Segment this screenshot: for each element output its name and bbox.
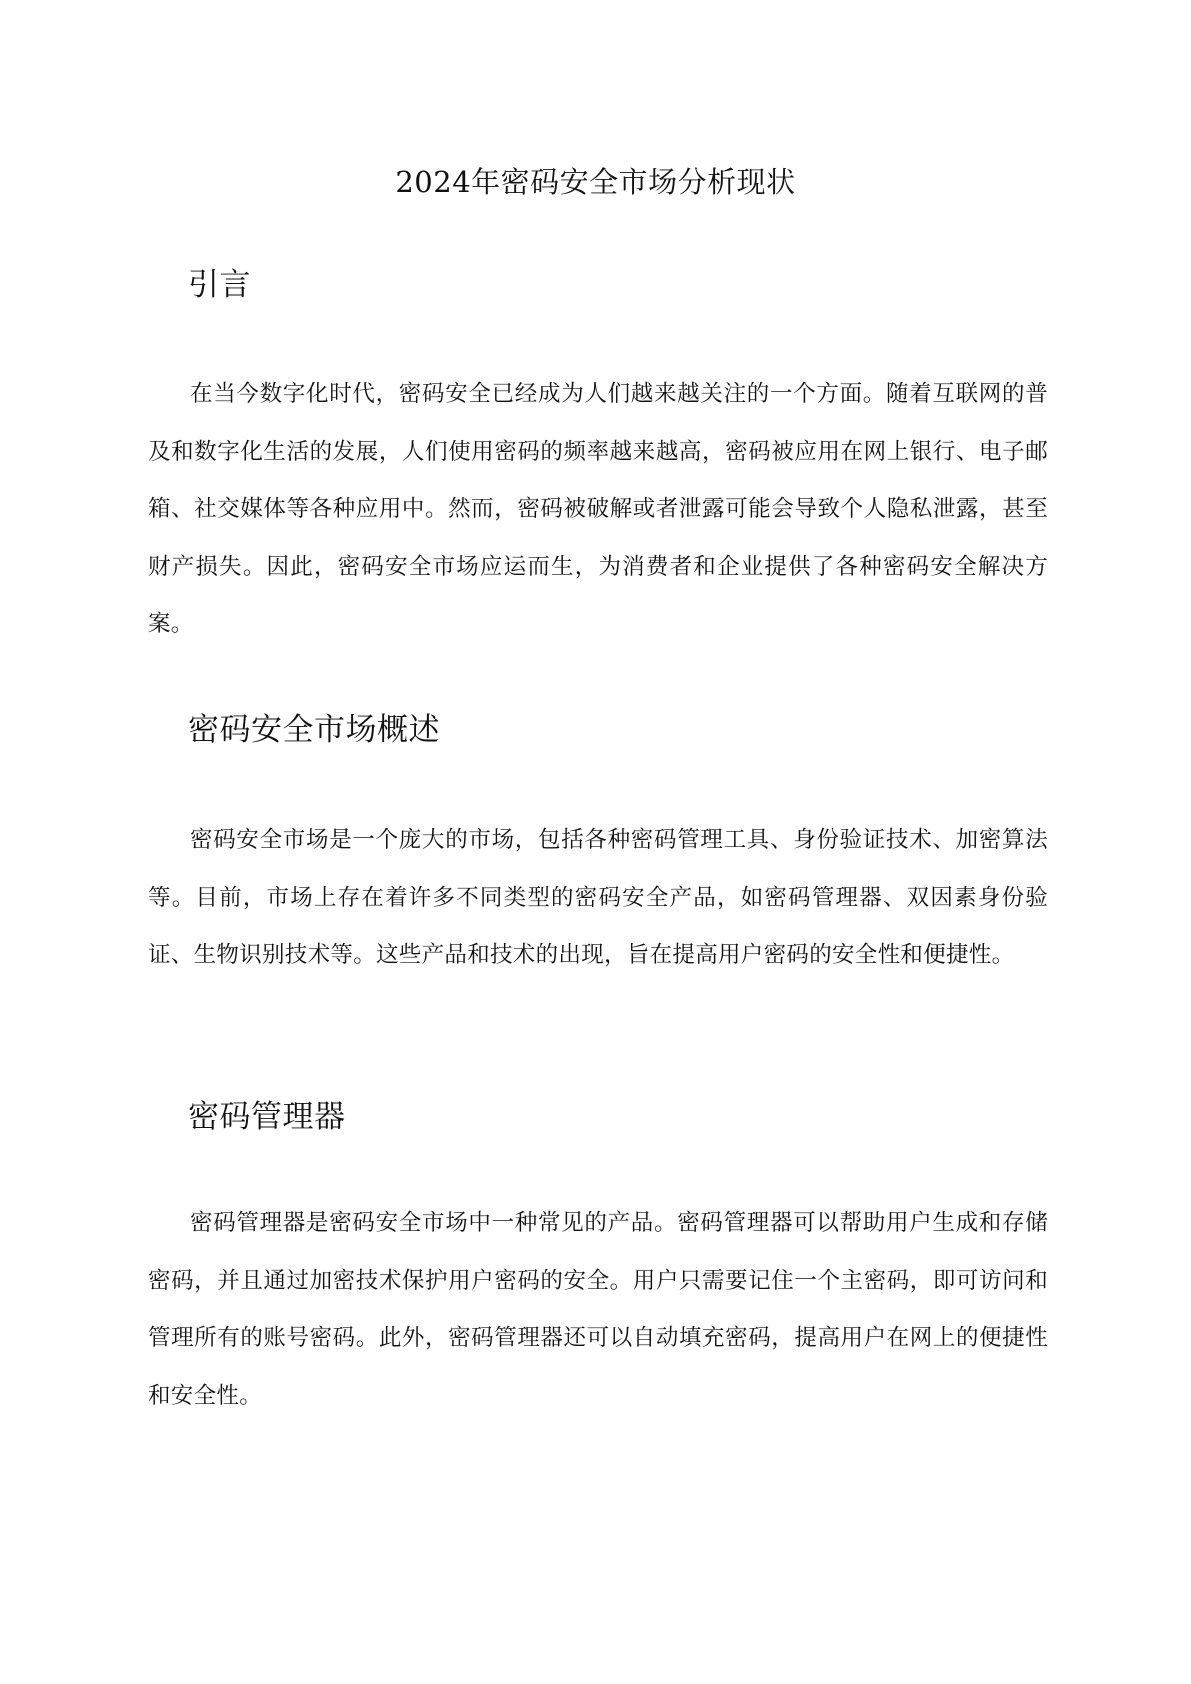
section-paragraph-password-manager: 密码管理器是密码安全市场中一种常见的产品。密码管理器可以帮助用户生成和存储密码，并且通过加密技术保护用户密码的安全。用户只需要记住一个主密码，即可访问和管理所有的账号密码。此外，密码管理器还可以自动填充密码，提高用户在网上的便捷性和安全性。 [148, 1210, 1048, 1409]
document-title: 2024年密码安全市场分析现状 [395, 165, 796, 199]
section-heading-market-overview: 密码安全市场概述 [188, 712, 440, 748]
section-paragraph-market-overview: 密码安全市场是一个庞大的市场，包括各种密码管理工具、身份验证技术、加密算法等。目前，市场上存在着许多不同类型的密码安全产品，如密码管理器、双因素身份验证、生物识别技术等。这些产品和技术的出现，旨在提高用户密码的安全性和便捷性。 [148, 827, 1048, 968]
section-heading-password-manager: 密码管理器 [188, 1099, 346, 1135]
section-heading-introduction: 引言 [188, 267, 251, 303]
section-paragraph-introduction: 在当今数字化时代，密码安全已经成为人们越来越关注的一个方面。随着互联网的普及和数字化生活的发展，人们使用密码的频率越来越高，密码被应用在网上银行、电子邮箱、社交媒体等各种应用中。然而，密码被破解或者泄露可能会导致个人隐私泄露，甚至财产损失。因此，密码安全市场应运而生，为消费者和企业提供了各种密码安全解决方案。 [148, 381, 1048, 637]
